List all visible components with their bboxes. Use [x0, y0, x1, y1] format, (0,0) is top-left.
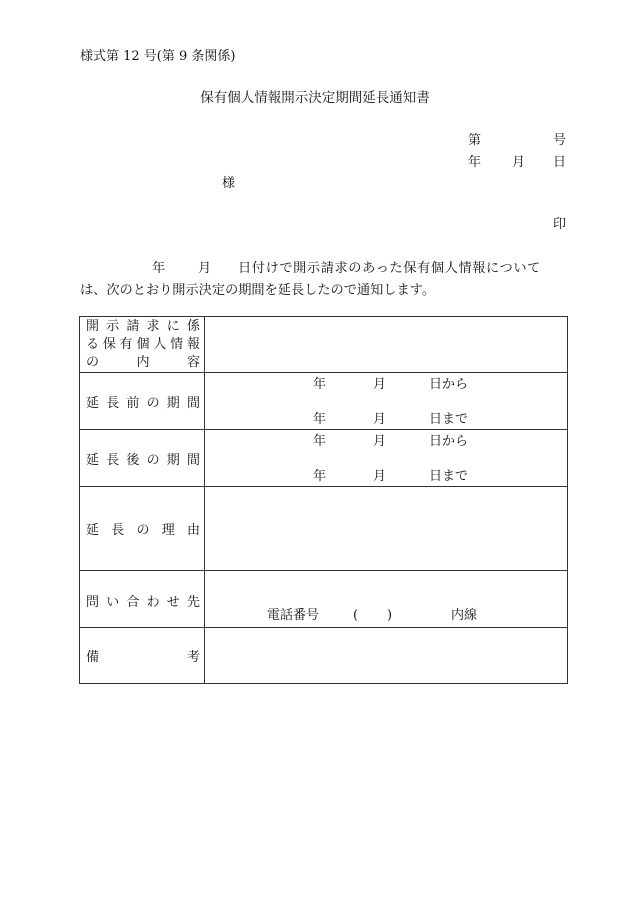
to-year: 年 [313, 412, 327, 427]
contact-paren-open: ( [353, 608, 359, 623]
to-day: 日まで [429, 412, 469, 427]
from-day: 日から [429, 377, 469, 392]
label-text: 延長前の期間 [86, 395, 200, 411]
value-after-extension[interactable] [205, 430, 568, 487]
body-line-1 [80, 258, 570, 280]
label-before-extension [80, 373, 205, 430]
from-year: 年 [313, 434, 327, 449]
label-text: 備考 [86, 650, 200, 665]
row-extension-reason [80, 487, 568, 571]
seal-mark: 印 [553, 217, 567, 232]
to-year: 年 [313, 469, 327, 484]
value-before-extension[interactable] [205, 373, 568, 430]
document-title: 保有個人情報開示決定期間延長通知書 [200, 90, 430, 106]
doc-number-prefix: 第 [468, 133, 482, 148]
label-extension-reason [80, 487, 205, 571]
to-month: 月 [373, 469, 387, 484]
row-after-extension [80, 430, 568, 487]
label-disclosure-content [80, 317, 205, 373]
row-remarks [80, 628, 568, 684]
contact-extension-label: 内線 [451, 608, 478, 623]
label-line: る保有個人情報 [86, 336, 200, 352]
value-remarks[interactable] [205, 628, 568, 684]
row-before-extension [80, 373, 568, 430]
label-after-extension [80, 430, 205, 487]
doc-number-suffix: 号 [553, 133, 567, 148]
row-disclosure-content [80, 317, 568, 373]
to-month: 月 [373, 412, 387, 427]
row-contact [80, 571, 568, 628]
contact-paren-close: ) [387, 608, 393, 623]
info-table [79, 316, 568, 684]
to-day: 日まで [429, 469, 469, 484]
label-text: 延長の理由 [86, 523, 200, 538]
date-month: 月 [512, 155, 526, 170]
addressee-suffix: 様 [222, 176, 236, 191]
value-contact[interactable] [205, 571, 568, 628]
body-year: 年 [152, 261, 166, 276]
label-line: の 内 容 [86, 354, 200, 370]
label-line: 開示請求に係 [86, 318, 200, 334]
value-disclosure-content[interactable] [205, 317, 568, 373]
label-text: 延長後の期間 [86, 452, 200, 468]
body-line-2: は、次のとおり開示決定の期間を延長したので通知します。 [80, 283, 436, 298]
label-contact [80, 571, 205, 628]
body-paragraph [80, 258, 570, 302]
from-month: 月 [373, 377, 387, 392]
value-extension-reason[interactable] [205, 487, 568, 571]
body-rest: 日付けで開示請求のあった保有個人情報について [238, 261, 541, 276]
date-year: 年 [468, 155, 482, 170]
form-number: 様式第 12 号(第 9 条関係) [80, 49, 236, 64]
date-day: 日 [553, 155, 567, 170]
from-month: 月 [373, 434, 387, 449]
label-text: 問い合わせ先 [86, 595, 200, 610]
body-month: 月 [198, 261, 212, 276]
label-remarks [80, 628, 205, 684]
from-day: 日から [429, 434, 469, 449]
contact-phone-label: 電話番号 [267, 608, 320, 623]
from-year: 年 [313, 377, 327, 392]
